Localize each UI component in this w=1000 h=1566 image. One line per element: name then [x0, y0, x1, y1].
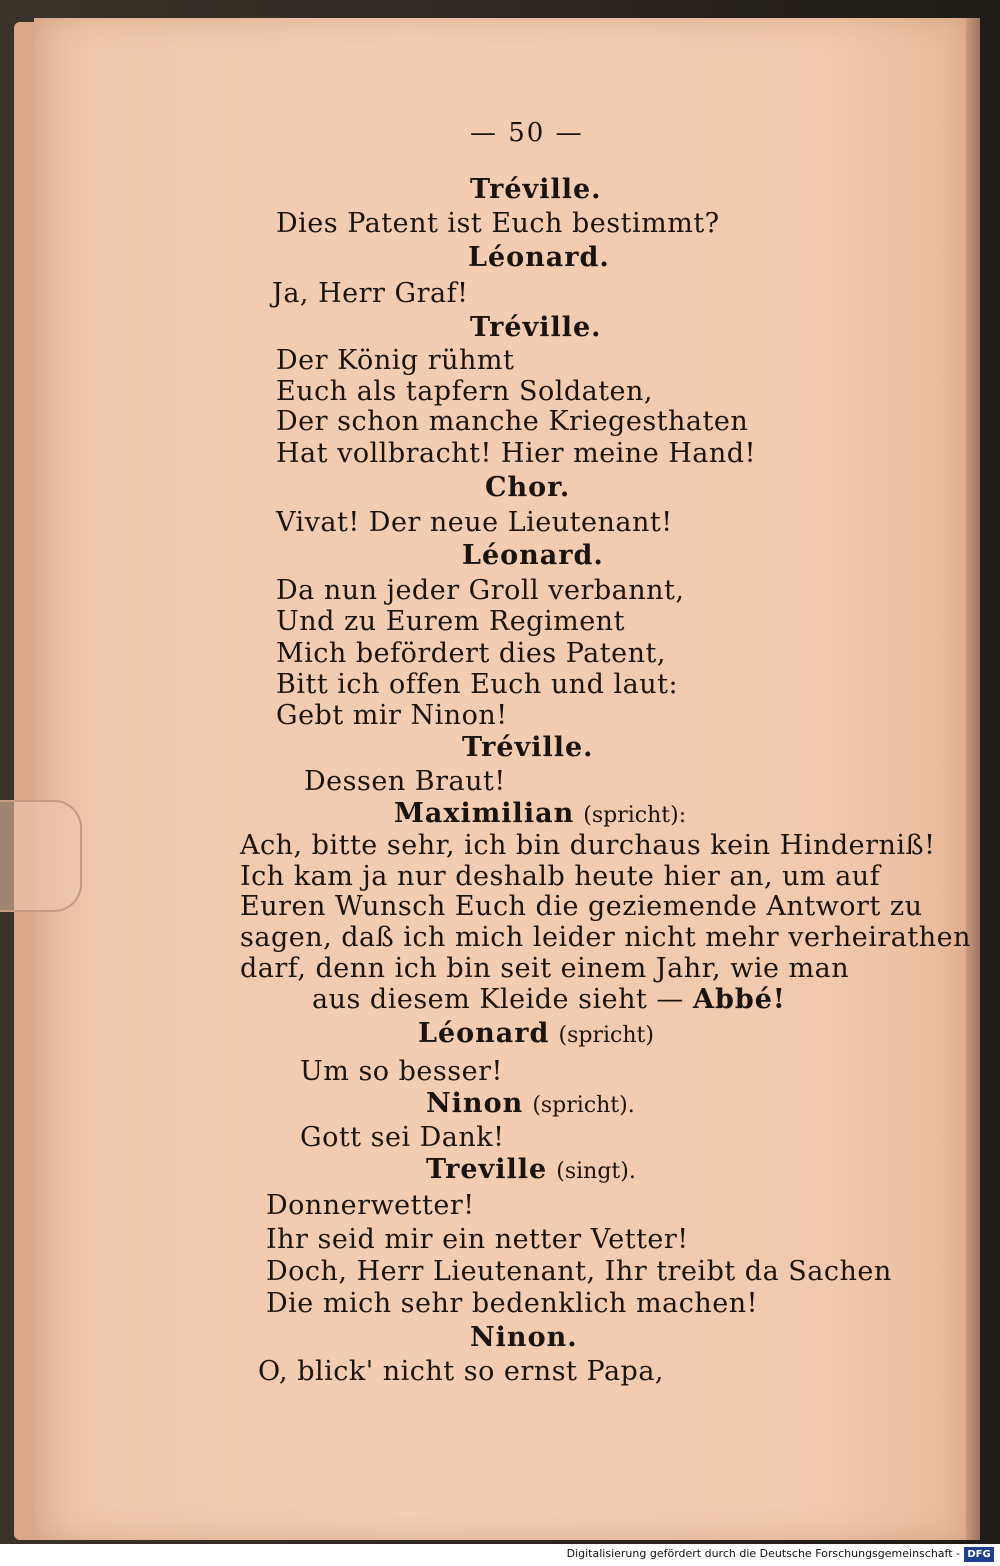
- dialogue-line: Vivat! Der neue Lieutenant!: [276, 507, 673, 538]
- speaker-line: [418, 1018, 654, 1052]
- dialogue-line: Der schon manche Kriegesthaten: [276, 406, 749, 437]
- speaker-name: Léonard.: [468, 242, 610, 273]
- dialogue-line: Gebt mir Ninon!: [276, 700, 508, 731]
- funding-notice: Digitalisierung gefördert durch die Deutsche Forschungsgemeinschaft -: [566, 1547, 960, 1560]
- dialogue-line: O, blick' nicht so ernst Papa,: [258, 1356, 664, 1387]
- digitization-footer: [0, 1544, 1000, 1566]
- speaker-name: Léonard.: [462, 540, 604, 571]
- stage-direction: (spricht).: [532, 1093, 635, 1118]
- speaker-line: [426, 1088, 635, 1122]
- prose-line: sagen, daß ich mich leider nicht mehr verheirathen: [240, 922, 972, 953]
- speaker-name: Ninon: [426, 1088, 524, 1119]
- page-number: — 50 —: [470, 118, 584, 148]
- dialogue-line: Euch als tapfern Soldaten,: [276, 376, 654, 407]
- dialogue-line: Und zu Eurem Regiment: [276, 606, 625, 637]
- speaker-name: Tréville.: [470, 174, 602, 205]
- prose-text: aus diesem Kleide sieht —: [312, 984, 684, 1015]
- prose-line: Ich kam ja nur deshalb heute hier an, um auf: [240, 861, 881, 892]
- page-tab-marker: [0, 800, 82, 912]
- stage-direction: (spricht): [558, 1023, 654, 1048]
- dialogue-line: Dessen Braut!: [304, 766, 506, 797]
- speaker-name: Maximilian: [394, 798, 575, 829]
- dialogue-line: Hat vollbracht! Hier meine Hand!: [276, 438, 756, 469]
- speaker-name: Léonard: [418, 1018, 550, 1049]
- speaker-name: Tréville.: [470, 312, 602, 343]
- dialogue-line: Ja, Herr Graf!: [272, 278, 469, 309]
- dialogue-line: Doch, Herr Lieutenant, Ihr treibt da Sachen: [266, 1256, 892, 1287]
- dialogue-line: Bitt ich offen Euch und laut:: [276, 669, 679, 700]
- speaker-name: Treville: [426, 1154, 548, 1185]
- prose-line: [312, 984, 786, 1016]
- dialogue-line: Um so besser!: [300, 1056, 503, 1087]
- emphasis-word: Abbé!: [693, 984, 786, 1015]
- dialogue-line: Da nun jeder Groll verbannt,: [276, 575, 685, 606]
- speaker-name: Tréville.: [462, 732, 594, 763]
- stage-direction: (spricht):: [583, 803, 687, 828]
- dialogue-line: Gott sei Dank!: [300, 1122, 505, 1153]
- dialogue-line: Die mich sehr bedenklich machen!: [266, 1288, 758, 1319]
- dialogue-line: Ihr seid mir ein netter Vetter!: [266, 1224, 689, 1255]
- speaker-name: Chor.: [485, 472, 571, 503]
- dialogue-line: Dies Patent ist Euch bestimmt?: [276, 208, 720, 239]
- dfg-logo-icon: DFG: [964, 1547, 994, 1562]
- speaker-line: [394, 798, 686, 832]
- prose-line: Euren Wunsch Euch die geziemende Antwort zu: [240, 891, 923, 922]
- speaker-line: [426, 1154, 636, 1188]
- dialogue-line: Mich befördert dies Patent,: [276, 638, 666, 669]
- stage-direction: (singt).: [556, 1159, 636, 1184]
- prose-line: Ach, bitte sehr, ich bin durchaus kein Hinderniß!: [240, 830, 936, 861]
- page-right-edge: [966, 18, 980, 1540]
- dialogue-line: Der König rühmt: [276, 345, 515, 376]
- speaker-name: Ninon.: [470, 1322, 578, 1353]
- prose-line: darf, denn ich bin seit einem Jahr, wie man: [240, 953, 850, 984]
- dialogue-line: Donnerwetter!: [266, 1190, 475, 1221]
